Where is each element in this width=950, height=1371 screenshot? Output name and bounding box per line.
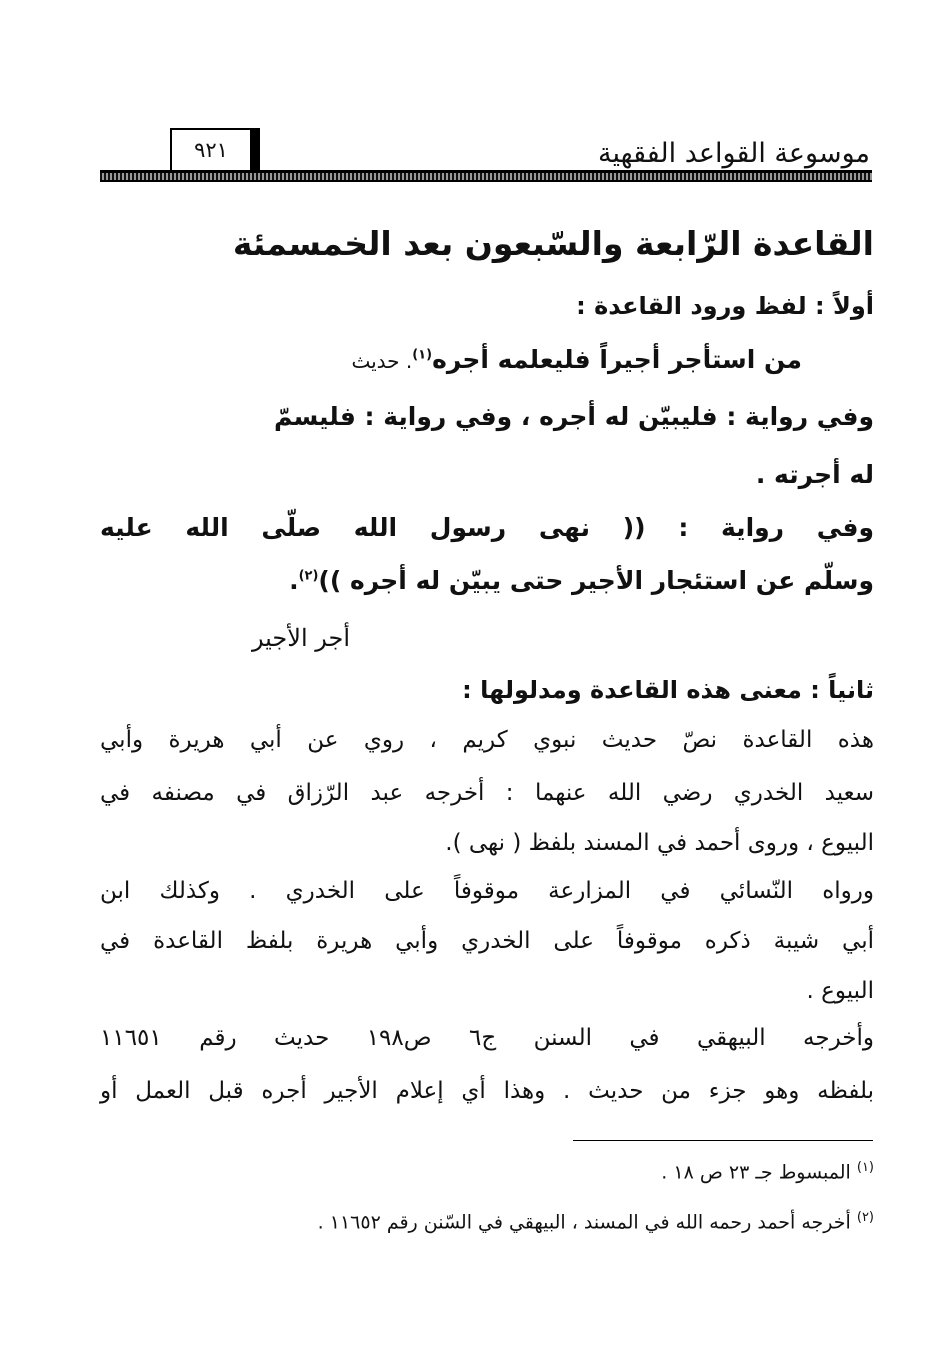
riwaya-2-line-2 (289, 566, 874, 595)
paragraph-1-line-3: البيوع ، وروى أحمد في المسند بلفظ ( نهى ). (445, 830, 874, 856)
paragraph-2-line-3: البيوع . (806, 978, 874, 1004)
footnote-1 (661, 1160, 874, 1183)
hadith-text (351, 345, 802, 374)
footnote-2-text: أخرجه أحمد رحمه الله في المسند ، البيهقي في السّنن رقم ١١٦٥٢ . (317, 1211, 851, 1234)
rule-title: القاعدة الرّابعة والسّبعون بعد الخمسمئة (232, 224, 874, 263)
page-number: ٩٢١ (170, 128, 252, 174)
paragraph-2-line-2: أبي شيبة ذكره موقوفاً على الخدري وأبي هريرة بلفظ القاعدة في (100, 928, 874, 954)
handwritten-note: أجر الأجير (251, 624, 350, 652)
hadith-label: . حديث (351, 349, 413, 373)
footnote-ref-2: (٢) (298, 568, 319, 584)
riwaya-1-line-2: له أجرته . (755, 460, 874, 489)
header-rule-hatched (100, 173, 872, 180)
running-header-title: موسوعة القواعد الفقهية (598, 138, 870, 169)
riwaya-1-line-1: وفي رواية : فليبيّن له أجره ، وفي رواية : فليسمّ (274, 402, 874, 431)
footnote-1-text: المبسوط جـ ٢٣ ص ١٨ . (661, 1161, 851, 1184)
footnote-2 (318, 1210, 874, 1233)
header-rule-bottom (100, 180, 872, 182)
hadith-quote: من استأجر أجيراً فليعلمه أجره (432, 345, 802, 374)
footnote-2-ref: (٢) (856, 1210, 874, 1225)
footnote-ref-1: (١) (412, 347, 433, 363)
paragraph-1-line-1: هذه القاعدة نصّ حديث نبوي كريم ، روي عن أبي هريرة وأبي (100, 727, 874, 753)
section-heading-wording: أولاً : لفظ ورود القاعدة : (576, 292, 874, 320)
page-number-box-shadow (252, 128, 260, 176)
paragraph-3-line-2: بلفظه وهو جزء من حديث . وهذا أي إعلام الأجير أجره قبل العمل أو (100, 1078, 874, 1104)
section-heading-meaning: ثانياً : معنى هذه القاعدة ومدلولها : (462, 676, 874, 704)
footnote-separator (573, 1140, 873, 1141)
paragraph-2-line-1: ورواه النّسائي في المزارعة موقوفاً على الخدري . وكذلك ابن (100, 878, 874, 904)
footnote-1-ref: (١) (856, 1160, 874, 1175)
riwaya-2-line-1: وفي رواية : (( نهى رسول الله صلّى الله عليه (100, 513, 874, 542)
paragraph-3-line-1: وأخرجه البيهقي في السنن ج٦ ص١٩٨ حديث رقم ١١٦٥١ (100, 1025, 874, 1051)
riwaya-2-period: . (289, 566, 299, 595)
riwaya-2-text: وسلّم عن استئجار الأجير حتى يبيّن له أجره )) (318, 566, 874, 595)
paragraph-1-line-2: سعيد الخدري رضي الله عنهما : أخرجه عبد الرّزاق في مصنفه في (100, 780, 874, 806)
